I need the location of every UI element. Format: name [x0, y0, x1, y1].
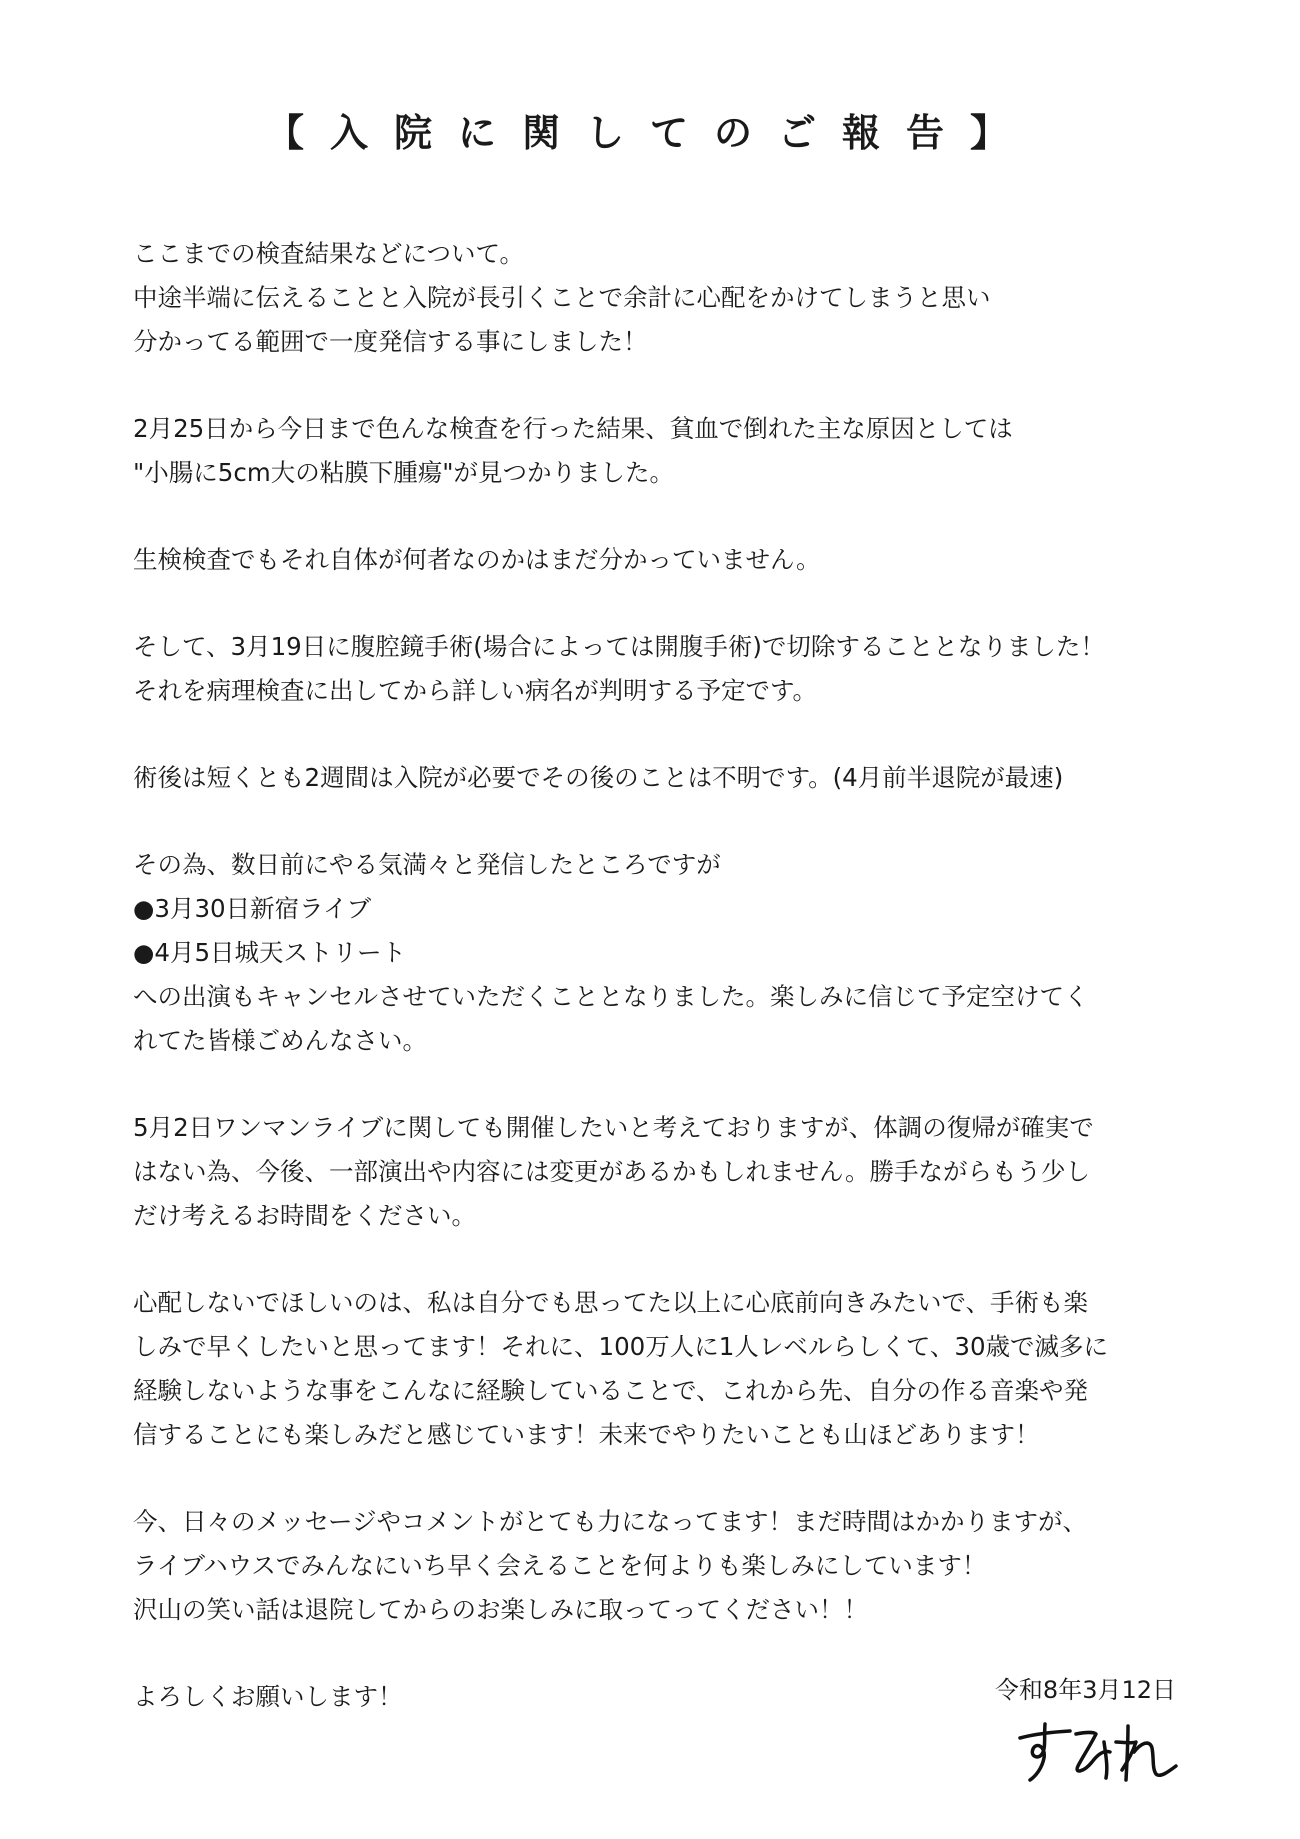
- text-line: だけ考えるお時間をください。: [133, 1201, 476, 1230]
- paragraph: [133, 407, 1193, 495]
- text-line: 心配しないでほしいのは、私は自分でも思ってた以上に心底前向きみたいで、手術も楽: [133, 1288, 1089, 1317]
- paragraph: [133, 756, 1193, 800]
- text-line: そして、3月19日に腹腔鏡手術(場合によっては開腹手術)で切除することとなりました！: [133, 632, 1105, 661]
- text-line: 術後は短くとも2週間は入院が必要でその後のことは不明です。(4月前半退院が最速): [133, 763, 1064, 792]
- paragraph: [133, 232, 1193, 364]
- text-line: ●3月30日新宿ライブ: [133, 894, 372, 923]
- text-line: 生検検査でもそれ自体が何者なのかはまだ分かっていません。: [133, 545, 821, 574]
- text-line: 分かってる範囲で一度発信する事にしました！: [133, 327, 648, 356]
- document-date: 令和8年3月12日: [994, 1676, 1176, 1704]
- text-line: 今、日々のメッセージやコメントがとても力になってます！まだ時間はかかりますが、: [133, 1507, 1088, 1536]
- text-line: その為、数日前にやる気満々と発信したところですが: [133, 850, 721, 879]
- text-line: はない為、今後、一部演出や内容には変更があるかもしれません。勝手ながらもう少し: [133, 1157, 1090, 1186]
- text-line: ライブハウスでみんなにいち早く会えることを何よりも楽しみにしています！: [133, 1551, 987, 1580]
- paragraph: [133, 843, 1193, 1063]
- text-line: 中途半端に伝えることと入院が長引くことで余計に心配をかけてしまうと思い: [133, 283, 991, 312]
- text-line: ●4月5日城天ストリート: [133, 938, 407, 967]
- text-line: しみで早くしたいと思ってます！それに、100万人に1人レベルらしくて、30歳で滅多に: [133, 1332, 1109, 1361]
- document-title: 【入院に関してのご報告】: [265, 111, 1034, 155]
- text-line: それを病理検査に出してから詳しい病名が判明する予定です。: [133, 676, 818, 705]
- letter-body: [133, 232, 1193, 1762]
- paragraph: [133, 625, 1193, 713]
- text-line: れてた皆様ごめんなさい。: [133, 1026, 427, 1055]
- text-line: 5月2日ワンマンライブに関しても開催したいと考えておりますが、体調の復帰が確実で: [133, 1113, 1094, 1142]
- paragraph: [133, 538, 1193, 582]
- text-line: "小腸に5cm大の粘膜下腫瘍"が見つかりました。: [133, 458, 674, 487]
- text-line: 経験しないような事をこんなに経験していることで、これから先、自分の作る音楽や発: [133, 1376, 1089, 1405]
- paragraph: [133, 1281, 1193, 1457]
- text-line: への出演もキャンセルさせていただくこととなりました。楽しみに信じて予定空けてく: [133, 982, 1089, 1011]
- text-line: 信することにも楽しみだと感じています！未来でやりたいことも山ほどあります！: [133, 1420, 1040, 1449]
- text-line: よろしくお願いします！: [133, 1682, 403, 1711]
- handwritten-signature: [1010, 1712, 1190, 1791]
- text-line: 2月25日から今日まで色んな検査を行った結果、貧血で倒れた主な原因としては: [133, 414, 1013, 443]
- paragraph: [133, 1500, 1193, 1632]
- text-line: 沢山の笑い話は退院してからのお楽しみに取ってってください！！: [133, 1595, 868, 1624]
- text-line: ここまでの検査結果などについて。: [133, 239, 525, 268]
- paragraph: [133, 1106, 1193, 1238]
